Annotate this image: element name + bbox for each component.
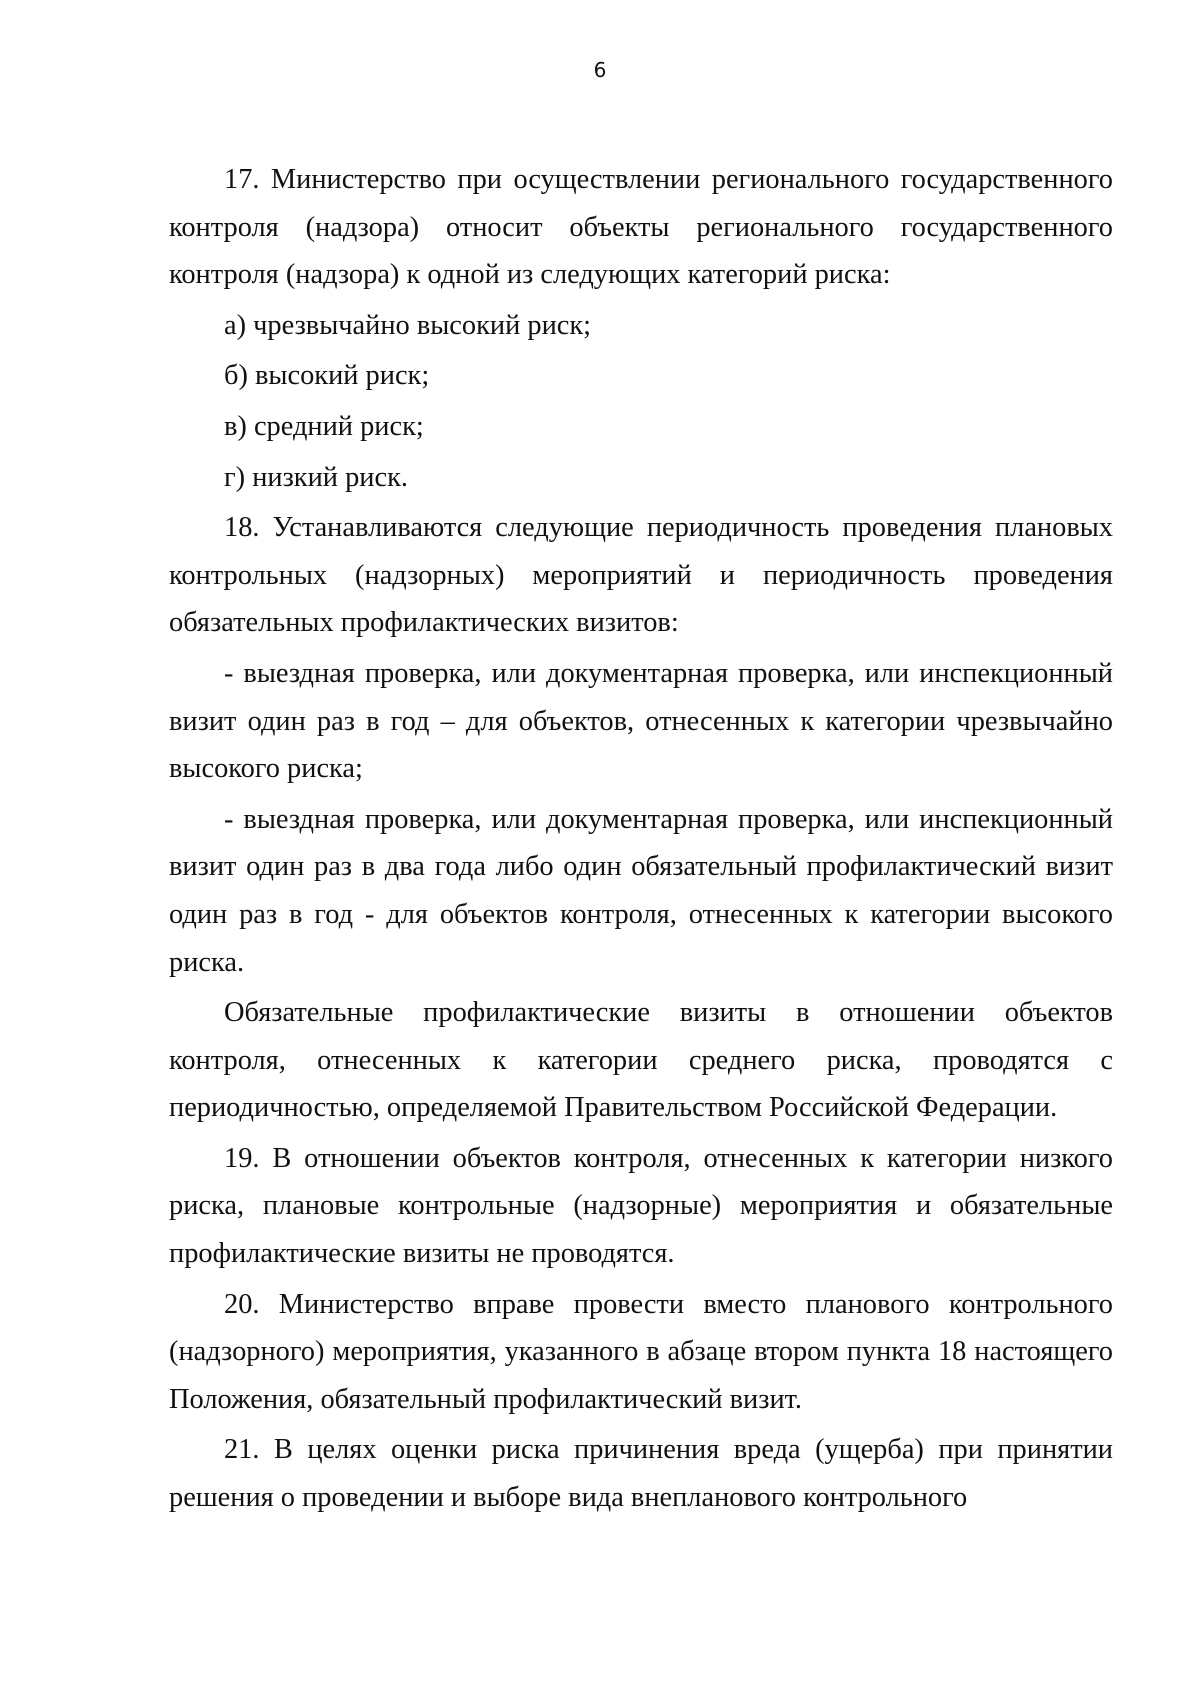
- risk-category-b: б) высокий риск;: [224, 360, 430, 392]
- paragraph-18-item-1: - выездная проверка, или документарная проверка, или инспекционный визит один раз в год – для объектов, отнесенных к категории чрезвычайно высокого риска;: [169, 657, 1113, 785]
- page-number: 6: [593, 58, 607, 82]
- document-body: [169, 156, 1113, 1525]
- paragraph-18-note: Обязательные профилактические визиты в отношении объектов контроля, отнесенных к категории среднего риска, проводятся с периодичностью, определяемой Правительством Российской Федерации.: [169, 997, 1113, 1124]
- paragraph-17: 17. Министерство при осуществлении регионального государственного контроля (надзора) относит объекты регионального государственного контроля (надзора) к одной из следующих категорий риска:: [169, 164, 1113, 291]
- paragraph-18-item-2: - выездная проверка, или документарная проверка, или инспекционный визит один раз в два года либо один обязательный профилактический визит один раз в год - для объектов контроля, отнесенных к категории высокого риска.: [169, 803, 1113, 978]
- risk-category-g: г) низкий риск.: [224, 461, 408, 493]
- paragraph-20: 20. Министерство вправе провести вместо планового контрольного (надзорного) мероприятия, указанного в абзаце втором пункта 18 настоящего Положения, обязательный профилактический визит.: [169, 1288, 1113, 1415]
- paragraph-19: 19. В отношении объектов контроля, отнесенных к категории низкого риска, плановые контрольные (надзорные) мероприятия и обязательные профилактические визиты не проводятся.: [169, 1142, 1113, 1270]
- risk-category-v: в) средний риск;: [224, 410, 424, 442]
- paragraph-18: 18. Устанавливаются следующие периодичность проведения плановых контрольных (надзорных) мероприятий и периодичность проведения обязательных профилактических визитов:: [169, 512, 1113, 639]
- risk-category-a: а) чрезвычайно высокий риск;: [224, 309, 592, 341]
- paragraph-21: 21. В целях оценки риска причинения вреда (ущерба) при принятии решения о проведении и выборе вида внепланового контрольного: [169, 1434, 1113, 1514]
